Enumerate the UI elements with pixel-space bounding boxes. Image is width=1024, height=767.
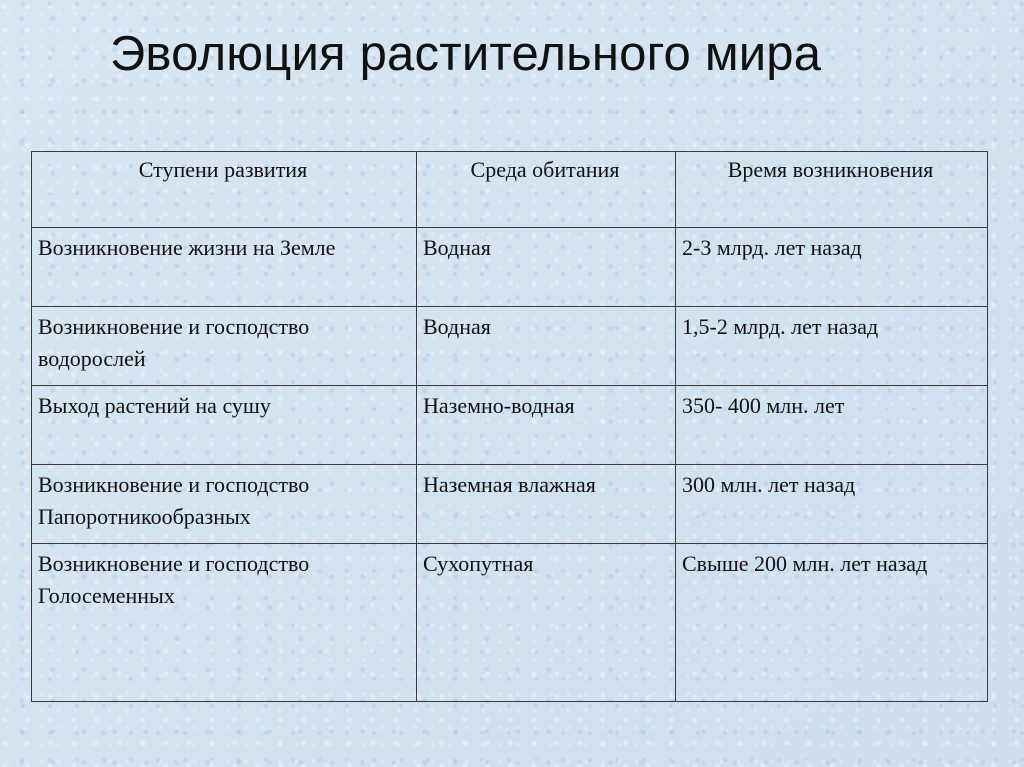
cell-stage: Возникновение и господство Папоротникообразных <box>32 465 417 544</box>
header-habitat: Среда обитания <box>417 152 676 228</box>
table-header-row <box>32 152 988 228</box>
table-row <box>32 544 988 702</box>
cell-stage: Возникновение жизни на Земле <box>32 228 417 307</box>
cell-time: 2-3 млрд. лет назад <box>676 228 988 307</box>
header-time: Время возникновения <box>676 152 988 228</box>
cell-stage: Возникновение и господство водорослей <box>32 307 417 386</box>
cell-habitat: Наземная влажная <box>417 465 676 544</box>
cell-time: Свыше 200 млн. лет назад <box>676 544 988 702</box>
table-row <box>32 228 988 307</box>
cell-habitat: Сухопутная <box>417 544 676 702</box>
header-stages: Ступени развития <box>32 152 417 228</box>
cell-habitat: Наземно-водная <box>417 386 676 465</box>
cell-time: 300 млн. лет назад <box>676 465 988 544</box>
table-row <box>32 307 988 386</box>
table-row <box>32 386 988 465</box>
cell-stage: Возникновение и господство Голосеменных <box>32 544 417 702</box>
cell-stage: Выход растений на сушу <box>32 386 417 465</box>
evolution-table <box>31 151 988 702</box>
cell-habitat: Водная <box>417 228 676 307</box>
table-row <box>32 465 988 544</box>
cell-habitat: Водная <box>417 307 676 386</box>
cell-time: 1,5-2 млрд. лет назад <box>676 307 988 386</box>
cell-time: 350- 400 млн. лет <box>676 386 988 465</box>
page-title: Эволюция растительного мира <box>110 27 822 81</box>
